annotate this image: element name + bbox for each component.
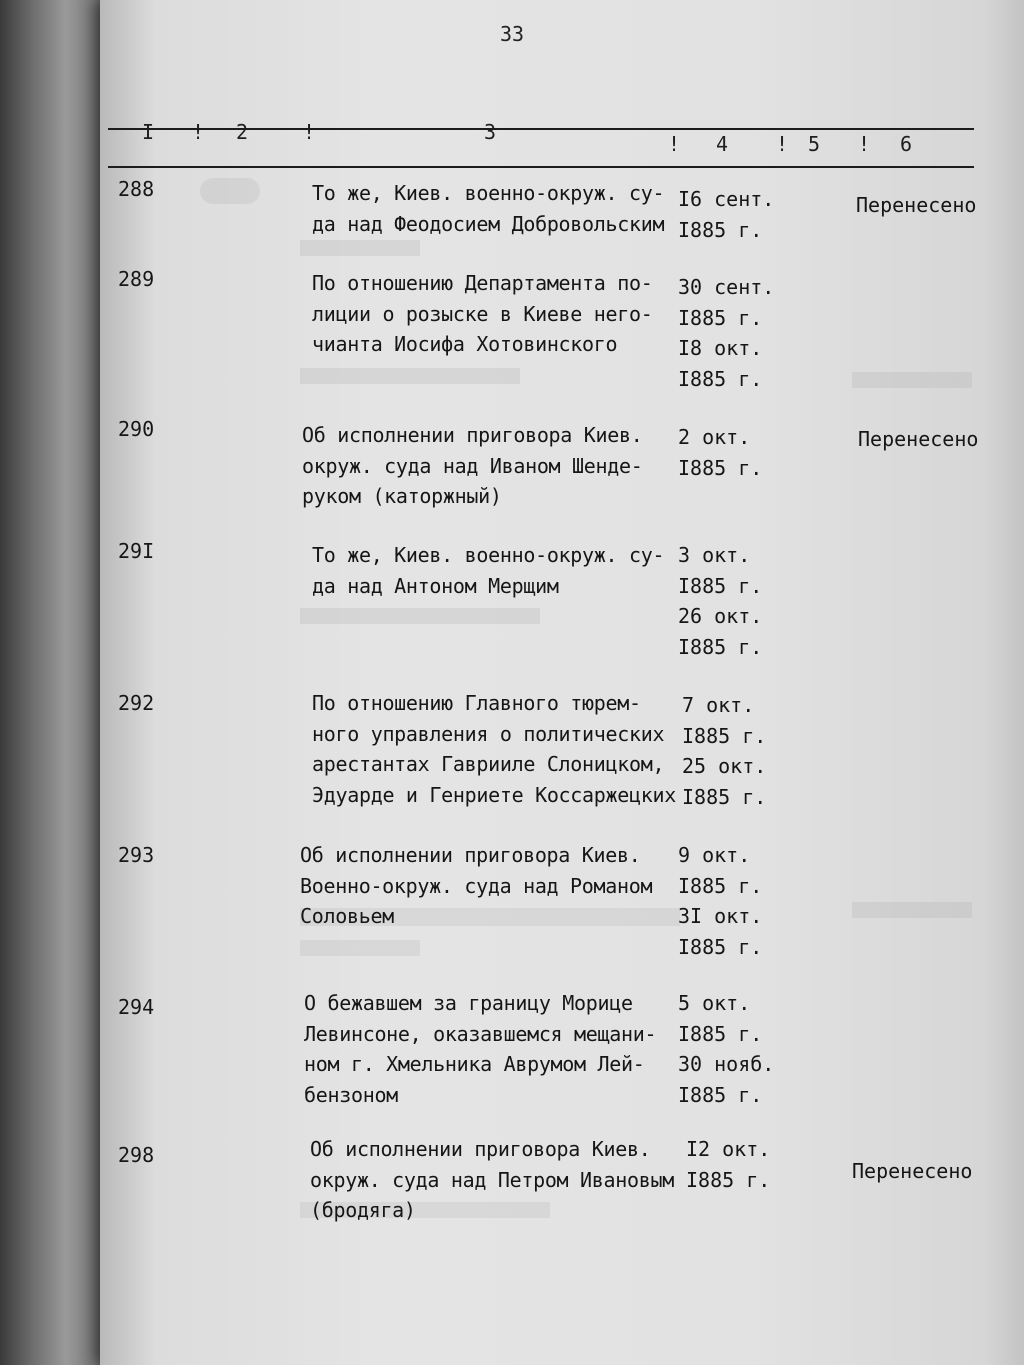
header-col-6: 6 — [900, 132, 913, 156]
row-title: По отношению Департамента по- лиции о розыске в Киеве него- чианта Иосифа Хотовинского — [312, 271, 653, 356]
row-number: 293 — [118, 843, 155, 867]
page-number: 33 — [500, 22, 525, 46]
row-number: 298 — [118, 1143, 155, 1167]
bleed-through-mark — [852, 372, 972, 388]
row-title: Об исполнении приговора Киев. Военно-окруж. суда над Романом Соловьем — [300, 843, 653, 928]
row-dates: 3 окт. I885 г. 26 окт. I885 г. — [678, 543, 763, 659]
row-number: 289 — [118, 267, 155, 291]
row-dates: I2 окт. I885 г. — [686, 1137, 771, 1192]
header-separator: ! — [192, 120, 205, 144]
row-title: Об исполнении приговора Киев. окруж. суда над Иваном Шенде- руком (каторжный) — [302, 423, 643, 508]
row-note: Перенесено — [856, 193, 977, 217]
row-number: 29I — [118, 539, 155, 563]
row-dates: I6 сент. I885 г. — [678, 187, 775, 242]
header-separator: ! — [668, 132, 681, 156]
row-title: Об исполнении приговора Киев. окруж. суда над Петром Ивановым (бродяга) — [310, 1137, 674, 1222]
row-number: 288 — [118, 177, 155, 201]
bleed-through-mark — [300, 940, 420, 956]
header-col-2: 2 — [236, 120, 249, 144]
row-note: Перенесено — [858, 427, 979, 451]
binding-strip — [0, 0, 110, 1365]
row-dates: 9 окт. I885 г. 3I окт. I885 г. — [678, 843, 763, 959]
bleed-through-mark — [300, 608, 540, 624]
row-number: 294 — [118, 995, 155, 1019]
row-title: То же, Киев. военно-окруж. су- да над Феодосием Добровольским — [312, 181, 665, 236]
row-title: По отношению Главного тюрем- ного управления о политических арестантах Гаврииле Слоницком, Эдуарде и Генриете Коссаржецких — [312, 691, 676, 807]
header-col-1: I — [142, 120, 155, 144]
row-dates: 7 окт. I885 г. 25 окт. I885 г. — [682, 693, 767, 809]
header-separator: ! — [776, 132, 789, 156]
header-separator: ! — [858, 132, 871, 156]
row-number: 292 — [118, 691, 155, 715]
header-col-5: 5 — [808, 132, 821, 156]
bleed-through-mark — [852, 902, 972, 918]
row-note: Перенесено — [852, 1159, 973, 1183]
bleed-through-mark — [200, 178, 260, 204]
header-bottom-rule — [108, 166, 974, 168]
bleed-through-mark — [300, 240, 420, 256]
bleed-through-mark — [300, 368, 520, 384]
header-col-4: 4 — [716, 132, 729, 156]
row-title: О бежавшем за границу Морице Левинсоне, оказавшемся мещани- ном г. Хмельника Аврумом Лей- бензоном — [304, 991, 657, 1107]
header-col-3: 3 — [484, 120, 497, 144]
row-title: То же, Киев. военно-окруж. су- да над Антоном Мерщим — [312, 543, 665, 598]
row-dates: 5 окт. I885 г. 30 нояб. I885 г. — [678, 991, 775, 1107]
row-dates: 30 сент. I885 г. I8 окт. I885 г. — [678, 275, 775, 391]
header-separator: ! — [303, 120, 316, 144]
page-edge-shadow — [984, 0, 1024, 1365]
row-dates: 2 окт. I885 г. — [678, 425, 763, 480]
row-number: 290 — [118, 417, 155, 441]
